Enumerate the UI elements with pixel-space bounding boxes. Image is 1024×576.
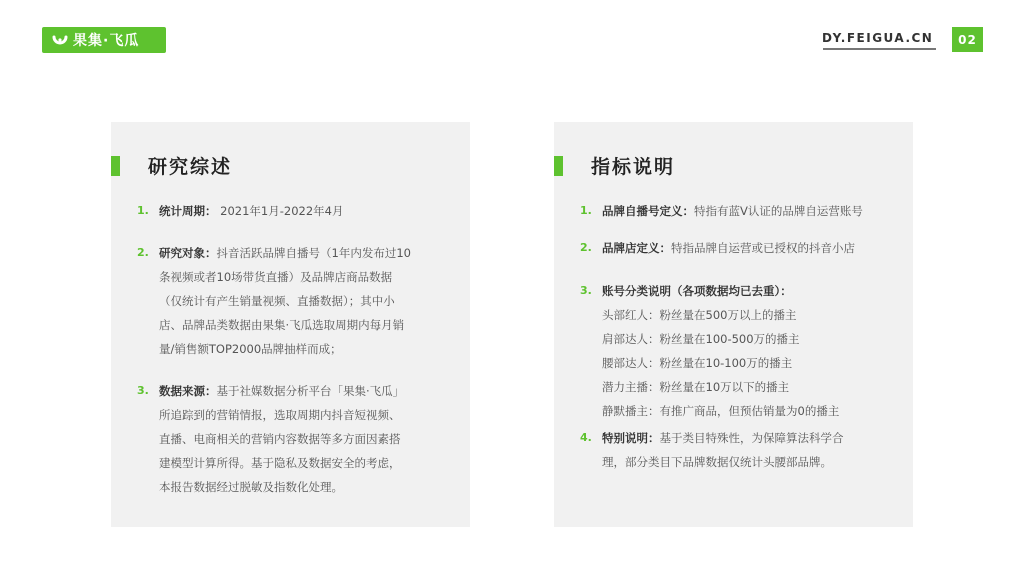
item-text: 基于社媒数据分析平台「果集·飞瓜」: [216, 384, 405, 398]
item-number: 2.: [137, 246, 149, 259]
section-marker: [111, 156, 120, 176]
site-url[interactable]: DY.FEIGUA.CN: [822, 31, 934, 45]
item-subline: 肩部达人：粉丝量在100-500万的播主: [602, 332, 800, 346]
item-number: 3.: [580, 284, 592, 297]
panel-header: [111, 152, 232, 179]
item-label: 特别说明：: [602, 431, 660, 445]
metric-definitions-panel: [554, 122, 913, 527]
item-subline: 头部红人：粉丝量在500万以上的播主: [602, 308, 797, 322]
item-subline: 静默播主：有推广商品，但预估销量为0的播主: [602, 404, 840, 418]
page-number-badge: 02: [952, 27, 983, 52]
item-number: 1.: [137, 204, 149, 217]
panel-header: [554, 152, 675, 179]
item-subline: 潜力主播：粉丝量在10万以下的播主: [602, 380, 790, 394]
item-number: 4.: [580, 431, 592, 444]
item-text: 条视频或者10场带货直播）及品牌店商品数据: [159, 270, 393, 284]
list-item: [580, 279, 898, 423]
logo-text: 果集·飞瓜: [73, 33, 140, 49]
brand-logo[interactable]: [42, 27, 166, 53]
item-text: 所追踪到的营销情报，选取周期内抖音短视频、: [159, 408, 401, 422]
item-text: 2021年1月-2022年4月: [216, 204, 344, 218]
item-text: 直播、电商相关的营销内容数据等多方面因素搭: [159, 432, 401, 446]
panel-title: 研究综述: [148, 156, 233, 178]
list-item: [580, 236, 898, 260]
list-item: [580, 426, 898, 474]
list-item: [580, 199, 898, 223]
item-text: 特指有蓝V认证的品牌自运营账号: [694, 204, 863, 218]
list-item: [137, 241, 455, 361]
item-label: 研究对象：: [159, 246, 217, 260]
list-item: [137, 199, 455, 223]
item-text: （仅统计有产生销量视频、直播数据）；其中小: [159, 294, 395, 308]
site-url-underline: [823, 48, 936, 50]
research-overview-panel: [111, 122, 470, 527]
item-number: 2.: [580, 241, 592, 254]
item-label: 品牌自播号定义：: [602, 204, 694, 218]
item-text: 理，部分类目下品牌数据仅统计头腰部品牌。: [602, 455, 832, 469]
item-label: 数据来源：: [159, 384, 217, 398]
item-text: 量/销售额TOP2000品牌抽样而成；: [159, 342, 342, 356]
item-subline: 腰部达人：粉丝量在10-100万的播主: [602, 356, 793, 370]
item-text: 店、品牌品类数据由果集·飞瓜选取周期内每月销: [159, 318, 405, 332]
item-label: 统计周期：: [159, 204, 217, 218]
item-label: 品牌店定义：: [602, 241, 671, 255]
item-text: 本报告数据经过脱敏及指数化处理。: [159, 480, 343, 494]
item-label: 账号分类说明（各项数据均已去重）：: [602, 284, 792, 298]
item-text: 建模型计算所得。基于隐私及数据安全的考虑，: [159, 456, 401, 470]
panel-title: 指标说明: [591, 156, 676, 178]
item-text: 特指品牌自运营或已授权的抖音小店: [671, 241, 855, 255]
list-item: [137, 379, 455, 499]
item-text: 抖音活跃品牌自播号（1年内发布过10: [216, 246, 411, 260]
logo-mark-icon: [52, 32, 68, 48]
item-number: 1.: [580, 204, 592, 217]
item-text: 基于类目特殊性，为保障算法科学合: [659, 431, 844, 445]
section-marker: [554, 156, 563, 176]
item-number: 3.: [137, 384, 149, 397]
